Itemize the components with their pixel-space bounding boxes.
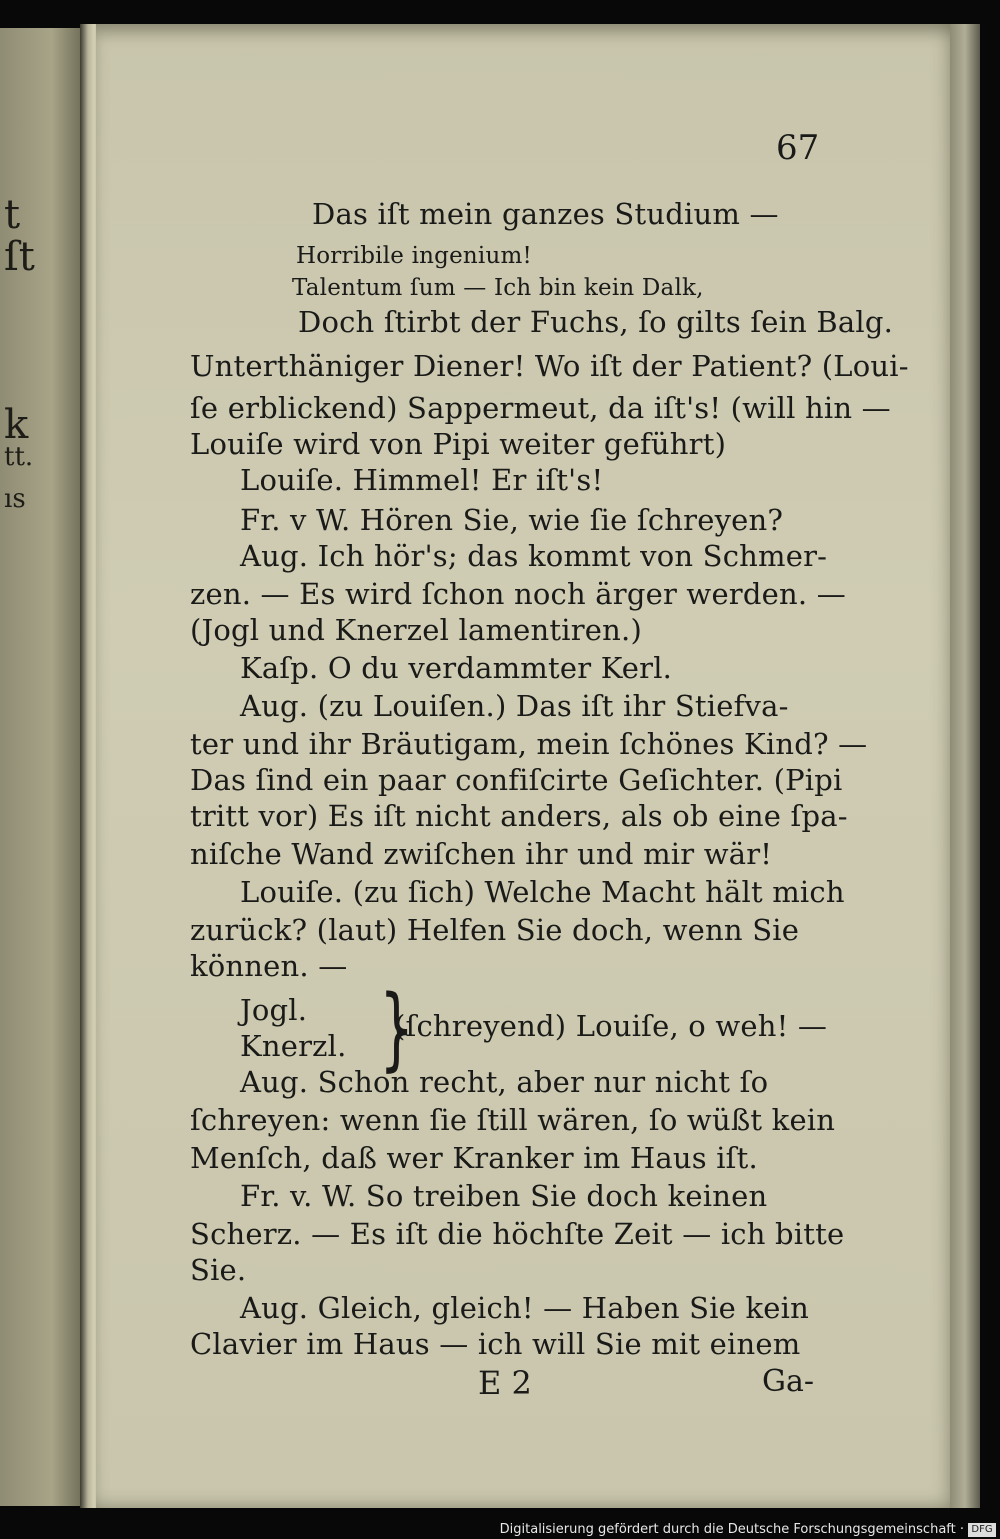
curly-brace: }	[379, 976, 414, 1081]
text-line: können. —	[190, 949, 348, 983]
verse-line: Doch ſtirbt der Fuchs, ſo gilts ſein Balg.	[298, 305, 894, 339]
text-line: Louiſe. (zu ſich) Welche Macht hält mich	[240, 875, 845, 909]
text-line: ſchreyen: wenn ſie ſtill wären, ſo wüßt kein	[190, 1103, 836, 1137]
text-line: (ſchreyend) Louiſe, o weh! —	[394, 1009, 828, 1043]
text-line: Louiſe. Himmel! Er iſt's!	[240, 463, 604, 497]
text-line: Aug. (zu Louiſen.) Das iſt ihr Stiefva-	[240, 689, 789, 723]
text-line: Scherz. — Es iſt die höchſte Zeit — ich bitte	[190, 1217, 845, 1251]
text-line: ſe erblickend) Sappermeut, da iſt's! (will hin —	[190, 391, 891, 425]
speaker-name: Knerzl.	[240, 1029, 347, 1063]
verse-line: Talentum ſum — Ich bin kein Dalk,	[292, 275, 704, 301]
text-line: Aug. Ich hör's; das kommt von Schmer-	[240, 539, 828, 573]
text-line: tritt vor) Es iſt nicht anders, als ob eine ſpa-	[190, 799, 848, 833]
left-page-fragment: tt.	[4, 442, 34, 472]
catchword: Ga-	[762, 1364, 814, 1399]
text-line: niſche Wand zwiſchen ihr und mir wär!	[190, 837, 773, 871]
verse-line: Horribile ingenium!	[296, 243, 532, 269]
text-line: Das ſind ein paar confiſcirte Geſichter. (Pipi	[190, 763, 843, 797]
text-line: Kaſp. O du verdammter Kerl.	[240, 651, 673, 685]
page-edge	[950, 24, 980, 1508]
speaker-name: Jogl.	[240, 993, 308, 1027]
text-line: Fr. v. W. So treiben Sie doch keinen	[240, 1179, 768, 1213]
left-page-fragment: k	[4, 402, 29, 448]
text-line: Aug. Schon recht, aber nur nicht ſo	[240, 1065, 769, 1099]
left-page-fragment: ıs	[4, 484, 26, 514]
signature-mark: E 2	[478, 1364, 532, 1402]
text-line: Clavier im Haus — ich will Sie mit einem	[190, 1327, 801, 1361]
dfg-logo: DFG	[968, 1523, 996, 1537]
text-line: Menſch, daß wer Kranker im Haus iſt.	[190, 1141, 758, 1175]
text-line: ter und ihr Bräutigam, mein ſchönes Kind? —	[190, 727, 868, 761]
page-number: 67	[776, 128, 820, 168]
digitization-credit: Digitalisierung gefördert durch die Deutsche Forschungsgemeinschaft ·	[499, 1522, 964, 1537]
left-page-edge	[0, 28, 86, 1506]
verse-line: Das iſt mein ganzes Studium —	[312, 197, 779, 231]
text-line: zen. — Es wird ſchon noch ärger werden. —	[190, 577, 846, 611]
text-line: (Jogl und Knerzel lamentiren.)	[190, 613, 642, 647]
left-page-fragment: t	[4, 192, 21, 238]
text-line: Aug. Gleich, gleich! — Haben Sie kein	[240, 1291, 809, 1325]
text-line: Unterthäniger Diener! Wo iſt der Patient? (Loui-	[190, 349, 909, 383]
left-page-fragment: ſt	[4, 234, 35, 280]
text-line: zurück? (laut) Helfen Sie doch, wenn Sie	[190, 913, 800, 947]
text-line: Fr. v W. Hören Sie, wie ſie ſchreyen?	[240, 503, 784, 537]
text-line: Louiſe wird von Pipi weiter geführt)	[190, 427, 727, 461]
text-line: Sie.	[190, 1253, 247, 1287]
